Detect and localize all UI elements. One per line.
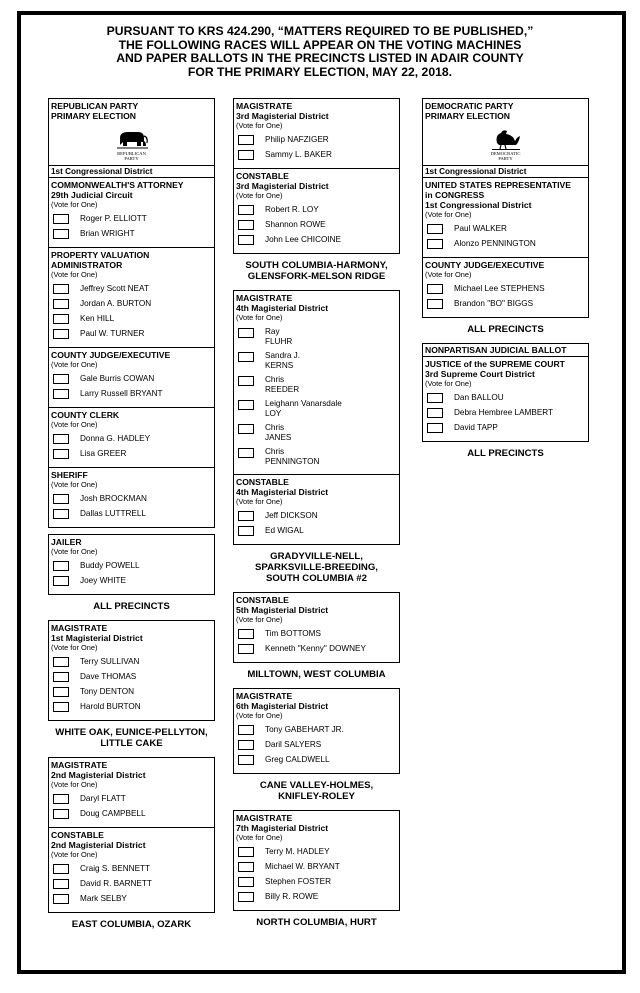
race-title: SHERIFF: [51, 470, 88, 480]
candidate-name: Lisa GREER: [80, 449, 127, 459]
vote-checkbox[interactable]: [238, 629, 254, 639]
candidate-name: Sandra J. KERNS: [265, 351, 301, 370]
candidate-row[interactable]: [53, 374, 212, 384]
rooster-icon: [489, 127, 523, 151]
candidate-row[interactable]: [238, 847, 397, 857]
candidate-name: Chris JANES: [265, 423, 292, 442]
race-title: MAGISTRATE 1st Magisterial District: [51, 623, 143, 643]
race-section: [234, 474, 399, 544]
race-title: MAGISTRATE 2nd Magisterial District: [51, 760, 146, 780]
democratic-emblem: [425, 127, 586, 161]
candidate-name: Roger P. ELLIOTT: [80, 214, 147, 224]
candidate-row[interactable]: [53, 329, 212, 339]
candidate-name: Brian WRIGHT: [80, 229, 135, 239]
vote-checkbox[interactable]: [427, 239, 443, 249]
candidate-name: Tony GABEHART JR.: [265, 725, 344, 735]
ballot-column-right: [422, 98, 589, 467]
candidate-name: Jeff DICKSON: [265, 511, 318, 521]
candidate-name: Debra Hembree LAMBERT: [454, 408, 554, 418]
vote-checkbox[interactable]: [53, 687, 69, 697]
elephant-icon: [114, 127, 150, 151]
vote-checkbox[interactable]: [238, 235, 254, 245]
candidate-row[interactable]: [238, 375, 397, 394]
vote-checkbox[interactable]: [53, 894, 69, 904]
vote-checkbox[interactable]: [427, 408, 443, 418]
race-list: [49, 535, 214, 594]
ballot-column-left: [48, 98, 215, 938]
candidate-name: David R. BARNETT: [80, 879, 152, 889]
header-line: AND PAPER BALLOTS IN THE PRECINCTS LISTED IN ADAIR COUNTY: [116, 51, 524, 65]
candidate-name: Josh BROCKMAN: [80, 494, 147, 504]
vote-checkbox[interactable]: [238, 644, 254, 654]
vote-checkbox[interactable]: [53, 229, 69, 239]
vote-checkbox[interactable]: [53, 864, 69, 874]
vote-checkbox[interactable]: [238, 725, 254, 735]
precinct-label: ALL PRECINCTS: [467, 448, 544, 459]
candidate-row[interactable]: [53, 864, 212, 874]
vote-checkbox[interactable]: [238, 755, 254, 765]
race-list: [49, 758, 214, 912]
vote-instruction: (Vote for One): [51, 360, 98, 369]
race-section: [234, 291, 399, 474]
race-section: [234, 811, 399, 910]
vote-instruction: (Vote for One): [236, 497, 283, 506]
candidate-name: Daril SALYERS: [265, 740, 322, 750]
vote-checkbox[interactable]: [238, 892, 254, 902]
race-title: COUNTY CLERK: [51, 410, 120, 420]
candidate-row[interactable]: [238, 740, 397, 750]
candidate-name: Daryl FLATT: [80, 794, 126, 804]
candidate-name: Dallas LUTTRELL: [80, 509, 146, 519]
ballot-column-middle: [233, 98, 400, 936]
judicial-ballot-box: [422, 343, 589, 442]
race-title: MAGISTRATE 4th Magisterial District: [236, 293, 329, 313]
candidate-name: Dave THOMAS: [80, 672, 137, 682]
candidate-name: Doug CAMPBELL: [80, 809, 146, 819]
race-section: [49, 621, 214, 720]
race-title: COMMONWEALTH'S ATTORNEY 29th Judicial Circuit: [51, 180, 184, 200]
header-line: THE FOLLOWING RACES WILL APPEAR ON THE VOTING MACHINES: [118, 37, 522, 52]
candidate-name: Paul WALKER: [454, 224, 507, 234]
candidate-name: Ray FLUHR: [265, 327, 293, 346]
vote-checkbox[interactable]: [53, 284, 69, 294]
candidate-name: Buddy POWELL: [80, 561, 140, 571]
candidate-row[interactable]: [427, 299, 586, 309]
race-section: [234, 689, 399, 773]
candidate-row[interactable]: [238, 892, 397, 902]
race-title: MAGISTRATE 7th Magisterial District: [236, 813, 329, 833]
vote-checkbox[interactable]: [53, 374, 69, 384]
vote-checkbox[interactable]: [53, 494, 69, 504]
vote-checkbox[interactable]: [53, 576, 69, 586]
vote-checkbox[interactable]: [53, 561, 69, 571]
candidate-row[interactable]: [53, 214, 212, 224]
candidate-name: Chris PENNINGTON: [265, 447, 320, 466]
vote-instruction: (Vote for One): [236, 711, 283, 720]
candidate-row[interactable]: [53, 894, 212, 904]
candidate-row[interactable]: [238, 423, 397, 442]
candidate-name: Craig S. BENNETT: [80, 864, 151, 874]
race-section: [49, 407, 214, 467]
candidate-name: Tony DENTON: [80, 687, 134, 697]
candidate-name: Dan BALLOU: [454, 393, 504, 403]
candidate-name: Joey WHITE: [80, 576, 126, 586]
candidate-row[interactable]: [238, 877, 397, 887]
race-title: MAGISTRATE 6th Magisterial District: [236, 691, 329, 711]
candidate-name: Chris REEDER: [265, 375, 300, 394]
header-line: FOR THE PRIMARY ELECTION, MAY 22, 2018.: [187, 64, 453, 79]
vote-checkbox[interactable]: [53, 314, 69, 324]
party-title: REPUBLICAN PARTY PRIMARY ELECTION: [51, 101, 139, 121]
democratic-primary-box: [422, 98, 589, 318]
race-title: CONSTABLE 4th Magisterial District: [236, 477, 329, 497]
district-6-box: [233, 688, 400, 774]
candidate-name: Donna G. HADLEY: [80, 434, 151, 444]
vote-instruction: (Vote for One): [51, 780, 98, 789]
candidate-row[interactable]: [238, 862, 397, 872]
candidate-row[interactable]: [238, 327, 397, 346]
candidate-row[interactable]: [53, 449, 212, 459]
vote-instruction: (Vote for One): [236, 313, 283, 322]
candidate-row[interactable]: [53, 809, 212, 819]
candidate-row[interactable]: [427, 408, 586, 418]
vote-instruction: (Vote for One): [51, 200, 98, 209]
race-title: UNITED STATES REPRESENTATIVE in CONGRESS 1st Congressional District: [425, 180, 571, 210]
candidate-row[interactable]: [53, 561, 212, 571]
notice-header: [40, 25, 600, 79]
vote-checkbox[interactable]: [238, 135, 254, 145]
race-list: [234, 689, 399, 773]
vote-checkbox[interactable]: [53, 449, 69, 459]
race-title: CONSTABLE 2nd Magisterial District: [51, 830, 146, 850]
candidate-name: Mark SELBY: [80, 894, 127, 904]
vote-checkbox[interactable]: [53, 879, 69, 889]
candidate-name: Tim BOTTOMS: [265, 629, 321, 639]
candidate-row[interactable]: [238, 205, 397, 215]
vote-instruction: (Vote for One): [236, 121, 283, 130]
candidate-row[interactable]: [427, 224, 586, 234]
header-line: PURSUANT TO KRS 424.290, “MATTERS REQUIRED TO BE PUBLISHED,”: [106, 24, 534, 38]
candidate-row[interactable]: [427, 284, 586, 294]
candidate-name: Terry M. HADLEY: [265, 847, 330, 857]
vote-checkbox[interactable]: [53, 794, 69, 804]
vote-checkbox[interactable]: [53, 509, 69, 519]
vote-checkbox[interactable]: [427, 393, 443, 403]
vote-checkbox[interactable]: [238, 376, 254, 386]
vote-checkbox[interactable]: [53, 434, 69, 444]
candidate-row[interactable]: [53, 879, 212, 889]
vote-checkbox[interactable]: [238, 205, 254, 215]
candidate-name: Harold BURTON: [80, 702, 141, 712]
precinct-label: GRADYVILLE-NELL, SPARKSVILLE-BREEDING, SOUTH COLUMBIA #2: [255, 551, 378, 584]
candidate-name: Philip NAFZIGER: [265, 135, 329, 145]
republican-primary-box: [48, 98, 215, 528]
vote-instruction: (Vote for One): [236, 191, 283, 200]
vote-instruction: (Vote for One): [236, 615, 283, 624]
vote-checkbox[interactable]: [427, 299, 443, 309]
candidate-row[interactable]: [238, 644, 397, 654]
candidate-name: Alonzo PENNINGTON: [454, 239, 536, 249]
vote-checkbox[interactable]: [238, 424, 254, 434]
district-2-box: [48, 757, 215, 913]
race-section: [234, 168, 399, 253]
race-title: JAILER: [51, 537, 82, 547]
emblem-label: DEMOCRATIC PARTY: [490, 151, 521, 161]
candidate-name: Billy R. ROWE: [265, 892, 319, 902]
race-list: [423, 356, 588, 441]
vote-instruction: (Vote for One): [51, 270, 98, 279]
vote-instruction: (Vote for One): [425, 210, 472, 219]
candidate-name: Sammy L. BAKER: [265, 150, 332, 160]
race-section: [49, 827, 214, 912]
candidate-name: Gale Burris COWAN: [80, 374, 155, 384]
vote-instruction: (Vote for One): [51, 643, 98, 652]
vote-checkbox[interactable]: [53, 809, 69, 819]
candidate-row[interactable]: [53, 434, 212, 444]
race-list: [234, 593, 399, 662]
republican-emblem: [51, 127, 212, 161]
race-title: PROPERTY VALUATION ADMINISTRATOR: [51, 250, 150, 270]
vote-instruction: (Vote for One): [51, 480, 98, 489]
candidate-name: Michael W. BRYANT: [265, 862, 340, 872]
candidate-row[interactable]: [427, 423, 586, 433]
candidate-name: Michael Lee STEPHENS: [454, 284, 545, 294]
vote-checkbox[interactable]: [238, 328, 254, 338]
vote-checkbox[interactable]: [238, 877, 254, 887]
race-title: CONSTABLE 5th Magisterial District: [236, 595, 329, 615]
race-section: [234, 99, 399, 168]
candidate-row[interactable]: [53, 657, 212, 667]
candidate-name: Greg CALDWELL: [265, 755, 330, 765]
race-title: MAGISTRATE 3rd Magisterial District: [236, 101, 329, 121]
vote-checkbox[interactable]: [238, 448, 254, 458]
congressional-district: 1st Congressional District: [49, 165, 214, 177]
race-section: [234, 593, 399, 662]
candidate-name: Terry SULLIVAN: [80, 657, 140, 667]
candidate-name: Robert R. LOY: [265, 205, 319, 215]
candidate-row[interactable]: [53, 229, 212, 239]
candidate-row[interactable]: [238, 629, 397, 639]
congressional-district: 1st Congressional District: [423, 165, 588, 177]
vote-checkbox[interactable]: [53, 389, 69, 399]
candidate-name: Paul W. TURNER: [80, 329, 145, 339]
race-section: [49, 247, 214, 347]
candidate-row[interactable]: [53, 494, 212, 504]
candidate-name: Shannon ROWE: [265, 220, 326, 230]
vote-instruction: (Vote for One): [51, 850, 98, 859]
race-section: [49, 347, 214, 407]
vote-checkbox[interactable]: [238, 526, 254, 536]
vote-instruction: (Vote for One): [425, 270, 472, 279]
vote-checkbox[interactable]: [53, 329, 69, 339]
district-4-box: [233, 290, 400, 545]
precinct-label: MILLTOWN, WEST COLUMBIA: [247, 669, 386, 680]
vote-checkbox[interactable]: [427, 224, 443, 234]
democratic-party-header: [423, 99, 588, 161]
vote-checkbox[interactable]: [53, 214, 69, 224]
district-3-box: [233, 98, 400, 254]
vote-checkbox[interactable]: [238, 847, 254, 857]
race-list: [234, 99, 399, 253]
candidate-name: Ed WIGAL: [265, 526, 304, 536]
judicial-header: NONPARTISAN JUDICIAL BALLOT: [425, 345, 567, 355]
precinct-label: NORTH COLUMBIA, HURT: [256, 917, 377, 928]
candidate-name: Jeffrey Scott NEAT: [80, 284, 149, 294]
candidate-row[interactable]: [53, 672, 212, 682]
vote-instruction: (Vote for One): [51, 547, 98, 556]
vote-checkbox[interactable]: [238, 740, 254, 750]
vote-checkbox[interactable]: [53, 657, 69, 667]
candidate-row[interactable]: [238, 447, 397, 466]
candidate-row[interactable]: [238, 150, 397, 160]
candidate-row[interactable]: [238, 220, 397, 230]
jailer-box: [48, 534, 215, 595]
candidate-name: Kenneth "Kenny" DOWNEY: [265, 644, 366, 654]
race-title: COUNTY JUDGE/EXECUTIVE: [425, 260, 545, 270]
candidate-row[interactable]: [427, 239, 586, 249]
candidate-row[interactable]: [238, 511, 397, 521]
candidate-name: Ken HILL: [80, 314, 115, 324]
candidate-row[interactable]: [238, 235, 397, 245]
emblem-label: REPUBLICAN PARTY: [117, 151, 146, 161]
candidate-row[interactable]: [238, 526, 397, 536]
precinct-label: WHITE OAK, EUNICE-PELLYTON, LITTLE CAKE: [55, 727, 208, 749]
candidate-row[interactable]: [238, 755, 397, 765]
race-section: [49, 467, 214, 527]
candidate-row[interactable]: [53, 389, 212, 399]
candidate-row[interactable]: [53, 284, 212, 294]
candidate-row[interactable]: [53, 509, 212, 519]
candidate-name: Larry Russell BRYANT: [80, 389, 163, 399]
candidate-name: Brandon "BO" BIGGS: [454, 299, 534, 309]
vote-checkbox[interactable]: [53, 672, 69, 682]
vote-instruction: (Vote for One): [51, 420, 98, 429]
candidate-row[interactable]: [238, 725, 397, 735]
candidate-name: Stephen FOSTER: [265, 877, 331, 887]
race-list: [234, 291, 399, 544]
district-5-box: [233, 592, 400, 663]
candidate-row[interactable]: [238, 135, 397, 145]
precinct-label: CANE VALLEY-HOLMES, KNIFLEY-ROLEY: [259, 780, 374, 802]
race-title: JUSTICE of the SUPREME COURT 3rd Supreme Court District: [425, 359, 565, 379]
race-section: [423, 356, 588, 441]
vote-instruction: (Vote for One): [236, 833, 283, 842]
precinct-label: EAST COLUMBIA, OZARK: [71, 919, 192, 930]
precinct-label: ALL PRECINCTS: [467, 324, 544, 335]
race-list: [234, 811, 399, 910]
vote-instruction: (Vote for One): [425, 379, 472, 388]
vote-checkbox[interactable]: [238, 862, 254, 872]
candidate-name: John Lee CHICOINE: [265, 235, 341, 245]
candidate-row[interactable]: [53, 314, 212, 324]
race-section: [49, 177, 214, 247]
candidate-name: Leighann Vanarsdale LOY: [265, 399, 342, 418]
candidate-name: Jordan A. BURTON: [80, 299, 152, 309]
candidate-row[interactable]: [53, 794, 212, 804]
magistrate-district-1-box: [48, 620, 215, 721]
race-list: [423, 177, 588, 317]
republican-party-header: [49, 99, 214, 161]
district-7-box: [233, 810, 400, 911]
vote-checkbox[interactable]: [238, 150, 254, 160]
vote-checkbox[interactable]: [53, 702, 69, 712]
candidate-row[interactable]: [427, 393, 586, 403]
race-section: [49, 758, 214, 827]
candidate-row[interactable]: [53, 576, 212, 586]
race-title: CONSTABLE 3rd Magisterial District: [236, 171, 329, 191]
party-title: DEMOCRATIC PARTY PRIMARY ELECTION: [425, 101, 514, 121]
race-section: [423, 257, 588, 317]
vote-checkbox[interactable]: [427, 423, 443, 433]
vote-checkbox[interactable]: [238, 511, 254, 521]
race-title: COUNTY JUDGE/EXECUTIVE: [51, 350, 171, 360]
race-section: [49, 535, 214, 594]
vote-checkbox[interactable]: [238, 352, 254, 362]
candidate-row[interactable]: [53, 702, 212, 712]
candidate-row[interactable]: [53, 687, 212, 697]
candidate-row[interactable]: [238, 351, 397, 370]
vote-checkbox[interactable]: [427, 284, 443, 294]
precinct-label: SOUTH COLUMBIA-HARMONY, GLENSFORK-MELSON RIDGE: [245, 260, 388, 282]
race-list: [49, 621, 214, 720]
vote-checkbox[interactable]: [238, 400, 254, 410]
candidate-row[interactable]: [238, 399, 397, 418]
candidate-row[interactable]: [53, 299, 212, 309]
precinct-label: ALL PRECINCTS: [93, 601, 170, 612]
race-list: [49, 177, 214, 527]
race-section: [423, 177, 588, 257]
vote-checkbox[interactable]: [238, 220, 254, 230]
vote-checkbox[interactable]: [53, 299, 69, 309]
candidate-name: David TAPP: [454, 423, 498, 433]
